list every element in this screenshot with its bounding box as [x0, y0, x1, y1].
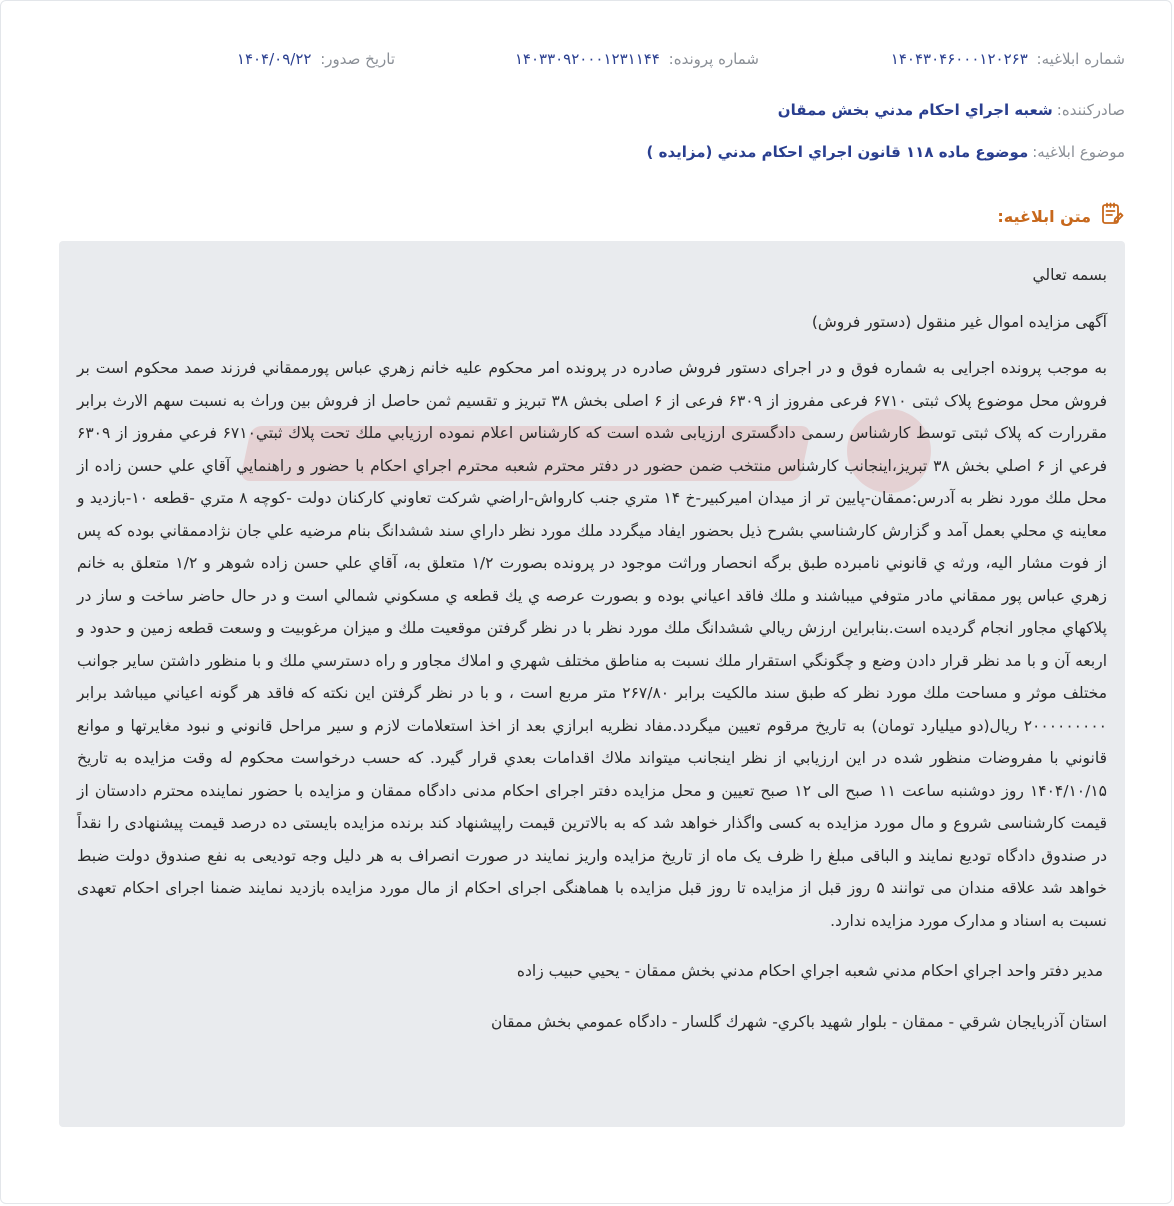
notice-number-value: ۱۴۰۴۳۰۴۶۰۰۰۱۲۰۲۶۳	[890, 50, 1028, 68]
notice-heading: بسمه تعالي	[1032, 266, 1107, 284]
case-number-field	[515, 50, 759, 68]
document-edit-icon	[1099, 201, 1125, 231]
subject-row	[47, 143, 1125, 161]
notice-content-box	[59, 241, 1125, 1127]
issue-date-label: تاريخ صدور:	[320, 50, 395, 68]
notice-subheading: آگهی مزایده اموال غیر منقول (دستور فروش)	[811, 312, 1107, 331]
notice-address: استان آذربايجان شرقي - ممقان - بلوار شهيد باكري- شهرك گلسار - دادگاه عمومي بخش ممقان	[491, 1012, 1107, 1031]
notice-signature: مدير دفتر واحد اجراي احكام مدني شعبه اجراي احكام مدني بخش ممقان - يحيي حبيب زاده	[516, 962, 1103, 980]
case-number-label: شماره پرونده:	[668, 50, 759, 68]
subject-label: موضوع ابلاغيه:	[1032, 143, 1125, 161]
subject-value: موضوع ماده ۱۱۸ قانون اجراي احكام مدني (مزايده )	[646, 143, 1029, 161]
notice-body: به موجب پرونده اجرايی به شماره فوق و در اجرای دستور فروش صادره در پرونده امر محکوم عليه خانم زهري عباس پورممقاني فرزند صمد محکوم است بر فروش محل موضوع پلاک ثبتی ۶۷۱۰ فرعی مفروز از ۶۳۰۹ فرعی از ۶ اصلی بخش ۳۸ تبریز و تقسیم ثمن حاصل از فروش بین وراث به نسبت سهم الارث برابر مقررارت که پلاک ثبتی توسط کارشناس رسمی دادگستری ارزیابی شده است که کارشناس اعلام نموده ارزيابي ملك تحت پلاك ثبتي۶۷۱۰ فرعي مفروز از ۶۳۰۹ فرعي از ۶ اصلي بخش ۳۸ تبريز،اينجانب كارشناس منتخب ضمن حضور در دفتر محترم شعبه محترم اجراي احكام با حضور و راهنمايي آقاي علي حسن زاده از محل ملك مورد نظر به آدرس:ممقان-پايين تر از ميدان اميركبير-خ ۱۴ متري جنب كارواش-اراضي شركت تعاوني كاركنان دولت -كوچه ۸ متري -قطعه ۱۰-بازديد و معاينه ي محلي بعمل آمد و گزارش كارشناسي بشرح ذيل بحضور ايفاد ميگردد ملك مورد نظر داراي سند ششدانگ بنام مرضيه علي جان نژادممقاني بوده كه پس از فوت مشار اليه، ورثه ي قانوني نامبرده طبق برگه انحصار وراثت موجود در پرونده بصورت ۱/۲ متعلق به، آقاي علي حسن زاده شوهر و ۱/۲ متعلق به خانم زهري عباس پور ممقاني مادر متوفي ميباشند و ملك فاقد اعياني بوده و بصورت عرصه ي يك قطعه ي مسكوني شمالي است و در حال حاضر ساخت و ساز در پلاكهاي مجاور انجام گرديده است.بنابراين ارزش ريالي ششدانگ ملك مورد نظر با در نظر گرفتن موقعيت ملك و ميزان مرغوبيت و وسعت قطعه زمين و حدود و اربعه آن و با مد نظر قرار دادن وضع و چگونگي استقرار ملك نسبت به مناطق مختلف شهري و املاك مجاور و راه دسترسي ملك و با منظور داشتن ساير جوانب مختلف موثر و مساحت ملك مورد نظر كه طبق سند مالكيت برابر ۲۶۷/۸۰ متر مربع است ، و با در نظر گرفتن اين نكته كه فاقد هر گونه اعياني ميباشد برابر ۲۰۰۰۰۰۰۰۰۰ ريال(دو ميليارد تومان) به تاريخ مرقوم تعيين ميگردد.مفاد نظريه ابرازي بعد از اخذ استعلامات لازم و سير مراحل قانوني و نبود مغايرتها و موانع قانوني با مفروضات منظور شده در اين ارزيابي از نظر اينجانب ميتواند ملاك اقدامات بعدي قرار گيرد. که حسب درخواست محکوم له وقت مزایده به تاریخ ۱۴۰۴/۱۰/۱۵ روز دوشنبه ساعت ۱۱ صبح الی ۱۲ صبح تعیین و محل مزایده دفتر اجرای احکام مدنی دادگاه ممقان و مزایده با حضور نماینده محترم دادستان از قیمت کارشناسی شروع و مال مورد مزایده به کسی واگذار خواهد شد که به بالاترین قیمت راپیشنهاد کند برنده مزایده بایستی ده درصد قیمت پیشنهادی را نقداً در صندوق دادگاه تودیع نمایند و الباقی مبلغ را ظرف یک ماه از تاریخ مزایده واریز نمایند در صورت انصراف به هر دلیل وجه تودیعی به نفع صندوق دولت ضبط خواهد شد علاقه مندان می توانند ۵ روز قبل از مزایده تا روز قبل مزایده با هماهنگی اجرای احکام از مال مورد مزایده بازدید نمایند ضمنا اجرای احکام تعهدی نسبت به اسناد و مدارک مورد مزایده ندارد.	[77, 359, 1108, 930]
issue-date-value: ۱۴۰۴/۰۹/۲۲	[236, 50, 312, 68]
notice-text-title: متن ابلاغيه:	[997, 206, 1091, 226]
notice-text-header	[997, 201, 1125, 231]
notice-number-field	[891, 50, 1125, 68]
case-number-value: ۱۴۰۳۳۰۹۲۰۰۰۱۲۳۱۱۴۴	[514, 50, 660, 68]
issuer-value: شعبه اجراي احكام مدني بخش ممقان	[777, 101, 1053, 119]
issue-date-field	[237, 50, 395, 68]
issuer-row	[47, 101, 1125, 119]
issuer-label: صادرکننده:	[1056, 101, 1125, 119]
notice-number-label: شماره ابلاغيه:	[1036, 50, 1125, 68]
